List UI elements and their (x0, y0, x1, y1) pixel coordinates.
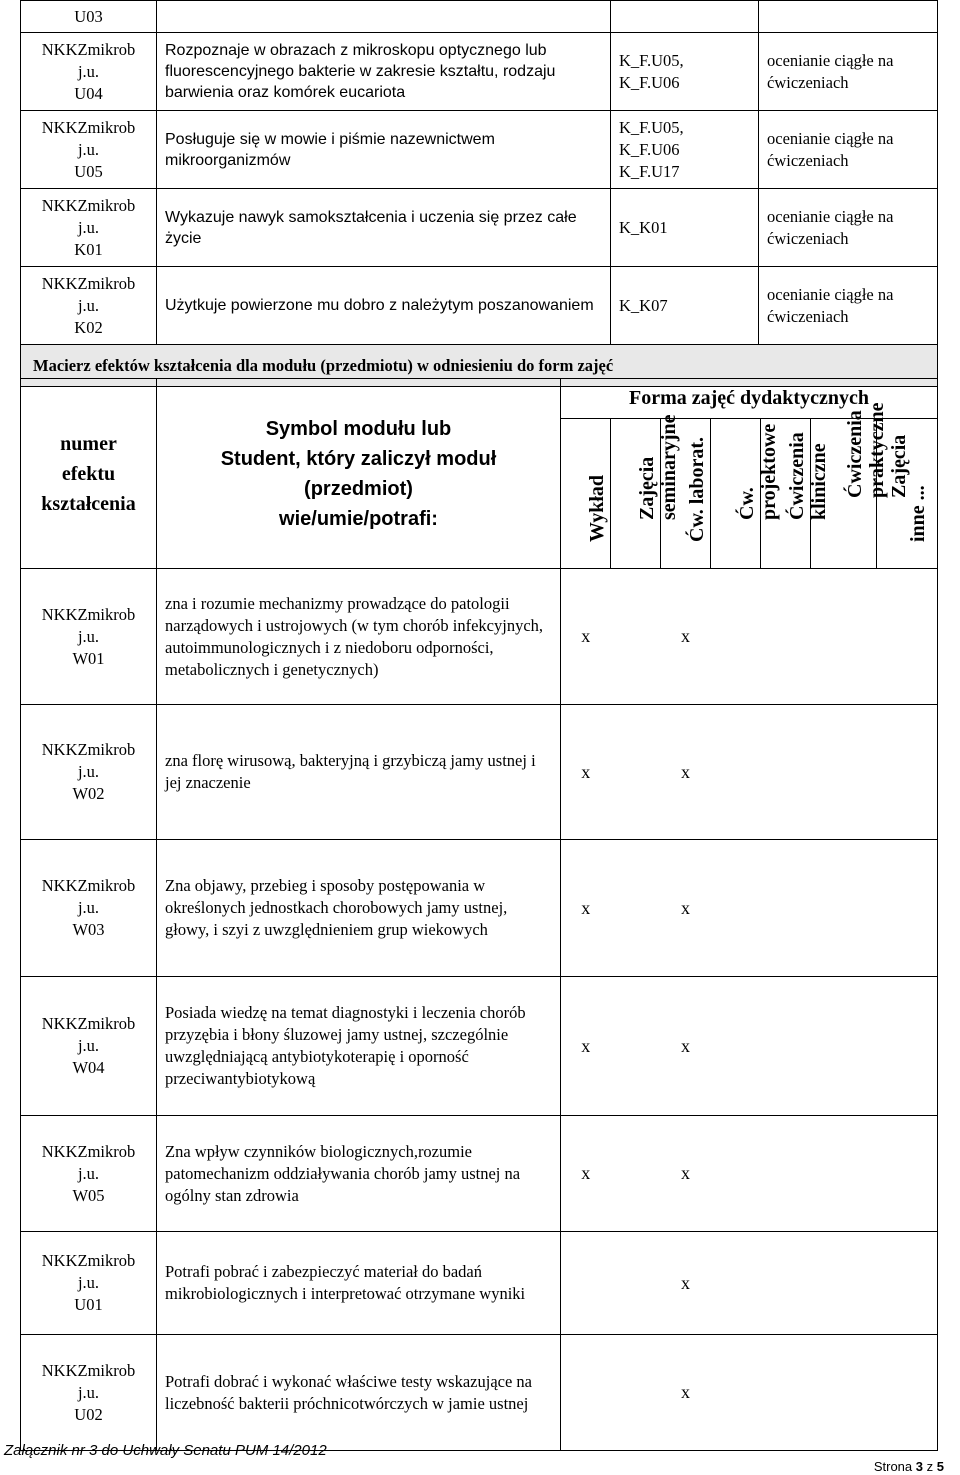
outcome-description: Wykazuje nawyk samokształcenia i uczenia się przez całe życie (157, 189, 611, 267)
header-symbol: Symbol modułu lub Student, który zaliczył moduł (przedmiot) wie/umie/potrafi: (157, 379, 561, 569)
header-numer-efektu: numer efektu kształcenia (21, 379, 157, 569)
form-mark: x (561, 1116, 611, 1232)
header-form-column: Wykład (561, 419, 611, 569)
matrix-row (21, 569, 938, 705)
form-mark (611, 977, 661, 1116)
outcome-code: NKKZmikrob j.u. U01 (21, 1232, 157, 1335)
outcome-description: Użytkuje powierzone mu dobro z należytym poszanowaniem (157, 267, 611, 345)
header-forma-zajec: Forma zajęć dydaktycznych (561, 379, 938, 419)
form-mark: x (561, 705, 611, 840)
form-mark: x (661, 1335, 711, 1451)
form-mark: x (661, 705, 711, 840)
form-mark: x (561, 840, 611, 977)
form-mark (711, 1335, 761, 1451)
outcome-code: NKKZmikrob j.u. K01 (21, 189, 157, 267)
outcome-description: zna i rozumie mechanizmy prowadzące do patologii narządowych i ustrojowych (w tym chorób infekcyjnych, autoimmunologicznych i z niedoboru odporności, metabolicznych i genetycznych) (157, 569, 561, 705)
form-mark (811, 1232, 877, 1335)
outcome-description: Rozpoznaje w obrazach z mikroskopu optycznego lub fluorescencyjnego bakterie w zakresie kształtu, rodzaju barwienia oraz komórek eucariota (157, 33, 611, 111)
form-mark (811, 840, 877, 977)
assessment-method (759, 1, 938, 33)
matrix-row (21, 1232, 938, 1335)
outcome-description: Posługuje się w mowie i piśmie nazewnictwem mikroorganizmów (157, 111, 611, 189)
form-mark (611, 1232, 661, 1335)
form-mark (711, 1232, 761, 1335)
form-mark (877, 977, 938, 1116)
form-mark (561, 1335, 611, 1451)
form-mark (611, 569, 661, 705)
form-mark: x (661, 1232, 711, 1335)
form-mark (611, 1116, 661, 1232)
form-mark (811, 977, 877, 1116)
form-mark (611, 840, 661, 977)
outcome-reference: K_K07 (611, 267, 759, 345)
outcome-description: Zna wpływ czynników biologicznych,rozumie patomechanizm oddziaływania chorób jamy ustnej na ogólny stan zdrowia (157, 1116, 561, 1232)
header-form-column: Ćwiczenia praktyczne Zajęcia (811, 419, 877, 569)
outcome-description: Posiada wiedzę na temat diagnostyki i leczenia chorób przyzębia i błony śluzowej jamy ustnej, szczególnie uwzględniającą antybiotykoterapię i oporność przeciwantybiotykową (157, 977, 561, 1116)
form-mark (711, 977, 761, 1116)
form-mark (761, 977, 811, 1116)
matrix-row (21, 1335, 938, 1451)
form-mark (877, 1116, 938, 1232)
outcome-code: NKKZmikrob j.u. W02 (21, 705, 157, 840)
learning-outcomes-table (20, 0, 938, 387)
form-mark (711, 705, 761, 840)
outcome-row (21, 189, 938, 267)
assessment-method: ocenianie ciągłe na ćwiczeniach (759, 111, 938, 189)
outcome-row (21, 111, 938, 189)
form-mark (811, 1116, 877, 1232)
form-mark (611, 1335, 661, 1451)
outcome-reference: K_F.U05, K_F.U06 K_F.U17 (611, 111, 759, 189)
form-mark: x (561, 569, 611, 705)
matrix-row (21, 1116, 938, 1232)
form-mark (811, 1335, 877, 1451)
header-form-column: Ćwiczenia kliniczne (761, 419, 811, 569)
outcome-reference (611, 1, 759, 33)
form-mark (811, 569, 877, 705)
footer-attachment-note: Załącznik nr 3 do Uchwały Senatu PUM 14/2012 (4, 1442, 327, 1459)
outcome-code: NKKZmikrob j.u. U04 (21, 33, 157, 111)
outcome-code: NKKZmikrob j.u. W04 (21, 977, 157, 1116)
form-mark (711, 840, 761, 977)
form-mark: x (661, 840, 711, 977)
outcome-code: NKKZmikrob j.u. W01 (21, 569, 157, 705)
outcome-row (21, 1, 938, 33)
page-number: Strona 3 z 5 (873, 1459, 944, 1474)
outcome-reference: K_K01 (611, 189, 759, 267)
header-form-column: inne ... (877, 419, 938, 569)
form-mark (877, 705, 938, 840)
outcome-reference: K_F.U05, K_F.U06 (611, 33, 759, 111)
form-mark (761, 840, 811, 977)
outcome-code: NKKZmikrob j.u. U02 (21, 1335, 157, 1451)
form-mark (711, 569, 761, 705)
form-mark (761, 1116, 811, 1232)
form-mark: x (661, 977, 711, 1116)
form-mark: x (661, 569, 711, 705)
section-title: Macierz efektów kształcenia dla modułu (przedmiotu) w odniesieniu do form zajęć (21, 345, 938, 387)
outcome-description (157, 1, 611, 33)
form-mark: x (661, 1116, 711, 1232)
outcome-code: NKKZmikrob j.u. W03 (21, 840, 157, 977)
outcome-description: Potrafi pobrać i zabezpieczyć materiał do badań mikrobiologicznych i interpretować otrzymane wyniki (157, 1232, 561, 1335)
outcome-description: Potrafi dobrać i wykonać właściwe testy wskazujące na liczebność bakterii próchnicotwórczych w jamie ustnej (157, 1335, 561, 1451)
form-mark (561, 1232, 611, 1335)
outcome-code: U03 (21, 1, 157, 33)
form-mark (811, 705, 877, 840)
matrix-row (21, 705, 938, 840)
outcome-description: zna florę wirusową, bakteryjną i grzybiczą jamy ustnej i jej znaczenie (157, 705, 561, 840)
outcome-code: NKKZmikrob j.u. U05 (21, 111, 157, 189)
header-form-column: Ćw. laborat. (661, 419, 711, 569)
form-mark (761, 1335, 811, 1451)
matrix-row (21, 840, 938, 977)
form-mark (877, 1335, 938, 1451)
outcome-code: NKKZmikrob j.u. W05 (21, 1116, 157, 1232)
form-mark (711, 1116, 761, 1232)
outcome-code: NKKZmikrob j.u. K02 (21, 267, 157, 345)
header-form-column: Ćw. projektowe (711, 419, 761, 569)
form-mark (611, 705, 661, 840)
form-mark (761, 569, 811, 705)
form-mark (761, 1232, 811, 1335)
form-mark: x (561, 977, 611, 1116)
outcome-description: Zna objawy, przebieg i sposoby postępowania w określonych jednostkach chorobowych jamy ustnej, głowy, i szyi z uwzględnieniem grup wiekowych (157, 840, 561, 977)
assessment-method: ocenianie ciągłe na ćwiczeniach (759, 267, 938, 345)
form-mark (761, 705, 811, 840)
outcome-row (21, 33, 938, 111)
form-mark (877, 1232, 938, 1335)
assessment-method: ocenianie ciągłe na ćwiczeniach (759, 33, 938, 111)
assessment-method: ocenianie ciągłe na ćwiczeniach (759, 189, 938, 267)
form-mark (877, 840, 938, 977)
form-mark (877, 569, 938, 705)
matrix-row (21, 977, 938, 1116)
outcome-row (21, 267, 938, 345)
matrix-table (20, 378, 938, 1451)
header-form-column: Zajęcia seminaryjne (611, 419, 661, 569)
